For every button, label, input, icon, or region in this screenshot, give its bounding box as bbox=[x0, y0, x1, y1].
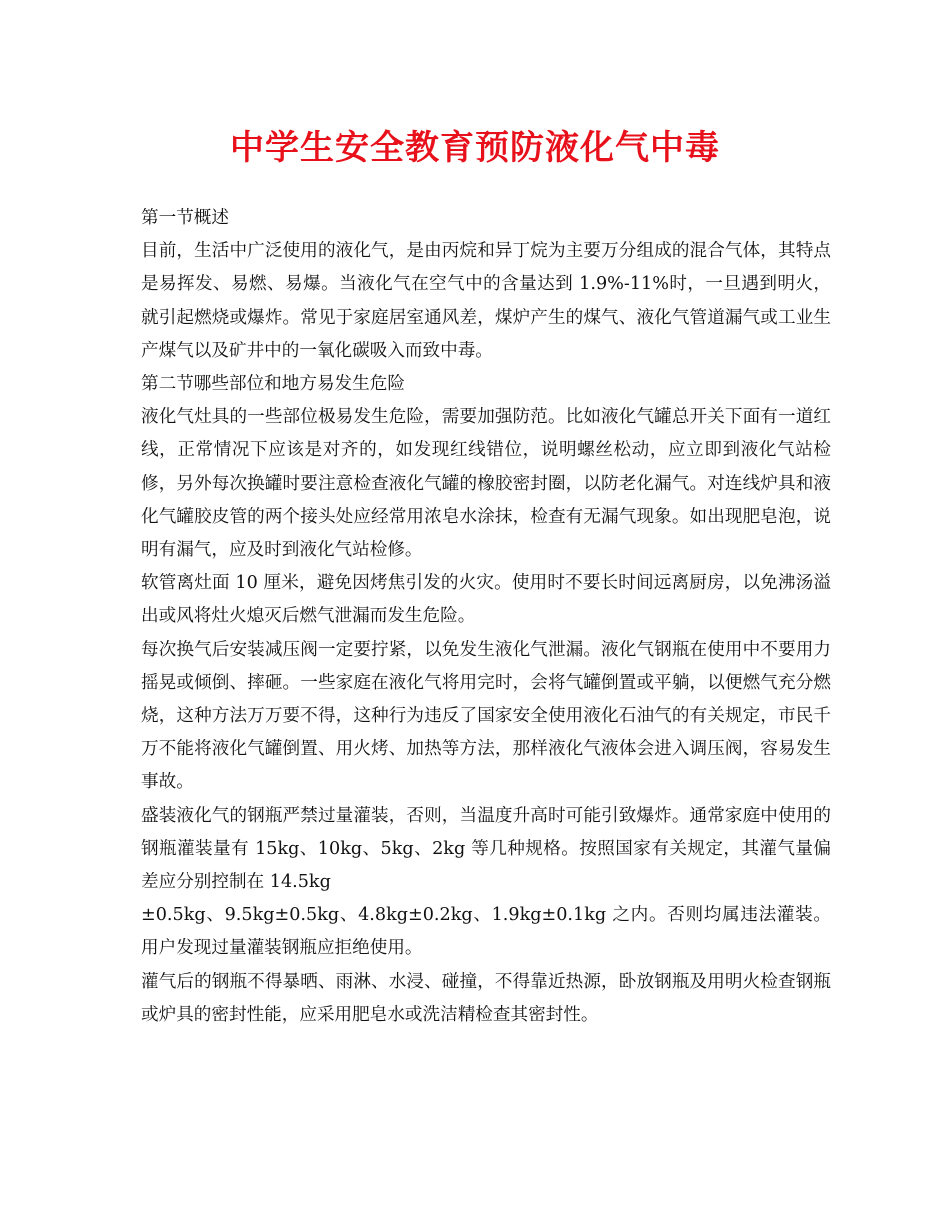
paragraph-hose: 软管离灶面 10 厘米，避免因烤焦引发的火灾。使用时不要长时间远离厨房，以免沸汤溢出或风将灶火熄灭后燃气泄漏而发生危险。 bbox=[141, 573, 831, 627]
paragraph-storage: 灌气后的钢瓶不得暴晒、雨淋、水浸、碰撞，不得靠近热源，卧放钢瓶及用明火检查钢瓶或炉具的密封性能，应采用肥皂水或洗洁精检查其密封性。 bbox=[141, 971, 831, 1025]
section-heading-overview: 第一节概述 bbox=[141, 208, 229, 228]
paragraph-stove-parts: 液化气灶具的一些部位极易发生危险，需要加强防范。比如液化气罐总开关下面有一道红线，正常情况下应该是对齐的，如发现红线错位，说明螺丝松动，应立即到液化气站检修，另外每次换罐时要注意检查液化气罐的橡胶密封圈，以防老化漏气。对连线炉具和液化气罐胶皮管的两个接头处应经常用浓皂水涂抹，检查有无漏气现象。如出现肥皂泡，说明有漏气，应及时到液化气站检修。 bbox=[141, 407, 831, 561]
paragraph-filling-tolerance: ±0.5kg、9.5kg±0.5kg、4.8kg±0.2kg、1.9kg±0.1kg 之内。否则均属违法灌装。用户发现过量灌装钢瓶应拒绝使用。 bbox=[141, 905, 831, 959]
paragraph-overview: 目前，生活中广泛使用的液化气，是由丙烷和异丁烷为主要万分组成的混合气体，其特点是易挥发、易燃、易爆。当液化气在空气中的含量达到 1.9%-11%时，一旦遇到明火，就引起燃烧或爆炸。常见于家庭居室通风差，煤炉产生的煤气、液化气管道漏气或工业生产煤气以及矿井中的一氧化碳吸入而致中毒。 bbox=[141, 241, 831, 361]
paragraph-valve: 每次换气后安装减压阀一定要拧紧，以免发生液化气泄漏。液化气钢瓶在使用中不要用力摇晃或倾倒、摔砸。一些家庭在液化气将用完时，会将气罐倒置或平躺，以便燃气充分燃烧，这种方法万万要不得，这种行为违反了国家安全使用液化石油气的有关规定，市民千万不能将液化气罐倒置、用火烤、加热等方法，那样液化气液体会进入调压阀，容易发生事故。 bbox=[141, 639, 831, 793]
document-body bbox=[141, 202, 831, 1032]
paragraph-filling: 盛装液化气的钢瓶严禁过量灌装，否则，当温度升高时可能引致爆炸。通常家庭中使用的钢瓶灌装量有 15kg、10kg、5kg、2kg 等几种规格。按照国家有关规定，其灌气量偏差应分别控制在 14.5kg bbox=[141, 805, 831, 893]
page-title: 中学生安全教育预防液化气中毒 bbox=[230, 128, 720, 168]
section-heading-danger-areas: 第二节哪些部位和地方易发生危险 bbox=[141, 374, 405, 395]
